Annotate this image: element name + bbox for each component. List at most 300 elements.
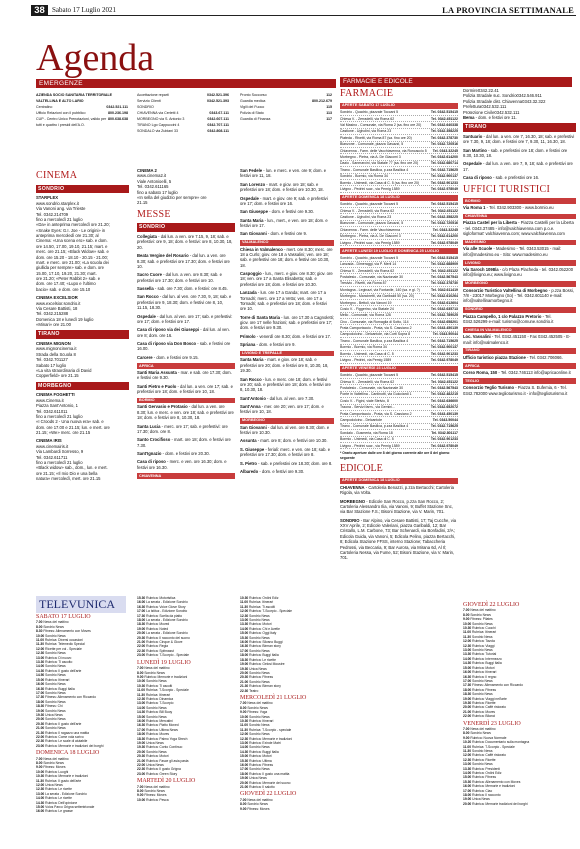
mass-entry-text: - dal lun. al ven. ore 8; dom. ore 16.: [137, 327, 230, 338]
tv-time: 13.30: [36, 660, 45, 665]
pharmacy-line: [340, 326, 458, 330]
mass-entry-name: San Fedele: [240, 168, 263, 173]
pharmacy-name: Morbegno - Pietra, via A. De Giacomi 3: [340, 234, 401, 239]
mass-entry-name: Beata Vergine del Rosario: [137, 253, 189, 259]
pharmacy-name: Traona - Servizi farm., via Gemini...: [340, 405, 395, 410]
pharmacy-phone: Tel. 0342.610264: [430, 294, 458, 299]
tv-time: 11.00: [240, 600, 249, 605]
tv-program: Rubrica: Scelta da piatto: [145, 613, 183, 618]
pharmacy-phone: Tel. 0343.32245: [432, 148, 458, 153]
tv-time: 11.30: [137, 692, 146, 697]
pharmacy-name: Castione - Ugholini, via Roma 23: [340, 214, 392, 219]
mass-entry: [240, 290, 334, 312]
tv-time: 21.00: [36, 726, 45, 731]
tv-program: Rubrica: Dinamica: [145, 696, 174, 701]
pharmacy-phone: Tel. 0342.612604: [430, 300, 458, 305]
page-number: 38: [31, 5, 48, 16]
tv-program: News del mattino: [469, 608, 496, 613]
tv-program: Sondrio News: [246, 802, 268, 807]
cinema-heading: CINEMA: [36, 170, 78, 181]
pharmacy-name: Piateda - Rivetti, via Roma 87 (sa. fino ore 20): [340, 135, 412, 140]
cinema-line: dom. ore 17.00 e 21.15; lun. e mert. ore: [36, 424, 110, 430]
tv-program: Rubrica: Memorie e tradizioni dei borghi: [44, 743, 104, 748]
hospital-row-label: TIRANO Lgo Cappuccini 4: [137, 123, 180, 127]
mass-entry-text: - sab. e festivi ore 16.00.: [137, 341, 231, 352]
tv-time: 11.30: [240, 604, 249, 609]
tv-program: Rubrica: Il gusto dell'arte: [44, 721, 82, 726]
tv-row: [137, 798, 233, 802]
tv-time: 11.30: [240, 727, 249, 732]
pharmacy-phone: Tel. 0342.978049: [430, 186, 458, 191]
pharmacy-line: [340, 345, 458, 349]
hospital-row-value: 0342.521.396: [207, 93, 229, 97]
pharmacy-name: Bianzone - Comunale, piazza Gavazzi, 5: [340, 142, 404, 147]
tv-program: Rubrica: Ultima: [248, 758, 272, 763]
pharmacy-line: [340, 431, 458, 435]
tv-time: 19.00: [240, 776, 249, 781]
pharmacy-phone: Tel. 0342.567543: [430, 274, 458, 279]
mass-entry-name: Santo Crocifisso: [137, 437, 171, 443]
tv-program: Rubrica: Pesca: [145, 797, 169, 802]
tv-program: Rubrica: Memorie e tradizioni: [143, 674, 188, 679]
tourist-office-name: Via Saroch 1098/a: [463, 267, 499, 273]
cinema-entry: [36, 392, 129, 435]
pharmacy-name: Tresivio - Rivetti, via Roma 87: [340, 281, 387, 286]
mass-entry: [463, 134, 576, 145]
tv-time: 10.30: [36, 774, 45, 779]
pharmacy-line: [340, 209, 458, 213]
tv-program: Rubrica: Regia: [145, 644, 168, 649]
tv-program: Fitness: Moves: [246, 806, 270, 811]
pharmacy-line: [340, 399, 458, 403]
pharmacy-line: [340, 352, 458, 356]
tourist-office-text: - c/o Plaza Placheda - tel. 0342.052200 info@livigno.eu; www.livigno.eu: [463, 267, 574, 278]
mass-entry: [240, 342, 334, 347]
tv-program: Rubrica: Intermezzo: [471, 656, 502, 661]
tv-program: Rubrica: Buggi Italia: [248, 653, 279, 658]
pharmacy-phone: Tel. 0342.378730: [430, 281, 458, 286]
mass-entry-text: - dom. e festivi ore 20.30.: [161, 451, 210, 457]
pharmacy-line: [340, 123, 458, 127]
emergency-row-label: CUP - Centro Unico Prenotazioni, valido per tutti e quattro i presidi dell'A.O.: [36, 117, 107, 127]
tv-program: Sondrio News: [42, 624, 64, 629]
tourist-office-text: - Tel. 0342.526299 e-mail: turismo@comune.sondrio.it: [463, 313, 554, 324]
mass-entry-text: - dom. e festivi ore 9.30.: [258, 468, 305, 474]
tv-row: [137, 653, 233, 657]
mass-entry-name: Bema: [463, 114, 475, 120]
tourist-office-name: Via Roma 1: [463, 205, 486, 211]
tv-program: Rubrica: Ciao: [471, 788, 493, 793]
tv-time: 16.00: [240, 640, 249, 645]
tv-program: Sondrio News: [44, 673, 66, 678]
tv-time: 8.00: [463, 612, 470, 617]
tv-time: 17.30: [36, 695, 45, 700]
hospital-row-value: 0342.521.393: [207, 99, 229, 103]
tourist-office-text: - Piazza Castelli per la Liberta - tel. 0343.37485 - info@valchiavenna.com p.o.e. sigloformat' valchiavenna.com; www.valchiavenna.com: [463, 220, 574, 237]
tourist-office-name: Piazza Castel per la Liberta: [463, 220, 517, 226]
tv-program: Rubrica: Tutorial: [471, 652, 497, 657]
pharmacy-phone: Tel. 0342.801117: [431, 430, 458, 435]
tv-time: 19.00: [36, 708, 45, 713]
mass-entry-text: - sab. ore 7.30; dom. e festivi: ore 8.45.: [153, 286, 228, 292]
mass-entry-name: Santi Gervasio e Protasio: [137, 404, 188, 410]
tv-program: Rubrica: Tavola: [471, 639, 495, 644]
tv-program: Sondrio News: [42, 761, 64, 765]
mass-entry-text: - dal lun. a ven. ore 7.15, 9, 18; sab. e prefestivi: ore 9, 18; dom. e festivi: ore 8, 10.30, 18, 20.: [137, 234, 233, 250]
tv-program: Rubrica: Ricette: [471, 700, 496, 705]
mass-entry: [240, 357, 334, 373]
tv-time: 7.00: [463, 608, 470, 613]
mass-entry-text: - lun., mert., e ven. ore 18; dom. e festivi ore 17.: [240, 217, 328, 228]
tv-time: 8.00: [36, 624, 43, 629]
tv-time: 15.00: [240, 631, 249, 636]
mass-entry-text: - sab. e prefestivi ore 18.30; dom. ore 8.: [257, 460, 333, 466]
tv-time: 22.30: [240, 688, 249, 693]
pharmacy-name: Mello - Comunale, via Roma 126: [340, 313, 391, 318]
cinema-line: Tel. 0342.701127: [36, 357, 68, 363]
pharmacy-line: [340, 215, 458, 219]
tv-time: 16.00: [36, 809, 45, 814]
mass-entry-name: Caspoggio: [240, 271, 262, 277]
cinema-line: «In sella del giudizio per sempre» ore: [137, 194, 207, 200]
tv-program: La serata - Edizione Sondrio: [145, 618, 188, 623]
pharmacy-phone: Tel. 0342.451122: [431, 268, 458, 273]
tv-time: 20.30: [36, 721, 45, 726]
tv-time: 14.30: [36, 668, 45, 673]
tv-time: 21.00: [137, 640, 146, 645]
pharmacy-line: [340, 161, 458, 165]
mass-entry-text: - dal lun. al ven. ore 7.30.: [265, 395, 315, 401]
tv-program: Rubrica: Cinque & Giove: [145, 640, 183, 645]
cinema-line: fino a sabato 17 luglio: [137, 189, 178, 195]
pharmacy-line: [340, 241, 458, 245]
tv-time: 19.30: [137, 745, 146, 750]
mass-entry-name: Sant'Antonio: [240, 395, 266, 401]
tv-time: 20.00: [137, 749, 146, 754]
uffici-column: [463, 88, 576, 598]
tv-time: 10.30: [137, 683, 146, 688]
cinema-line: 21.15: [137, 200, 148, 206]
mass-entry-text: - dal lun. a ven. ore 17; sab. e prefestivi ore 18; dom. e festivi ore 10, 18.: [137, 383, 233, 395]
tv-row: [36, 809, 132, 813]
tv-time: 7.00: [240, 797, 247, 802]
tv-program: News del mattino: [246, 701, 273, 706]
pharmacy-name: Campodolcino - Delcantole, via Corti Sopra 8: [340, 332, 411, 337]
hospital-row-value: 0342.607.111: [207, 117, 229, 121]
tv-time: 8.00: [137, 670, 144, 675]
mass-entry-name: Assunta: [240, 438, 257, 444]
tv-day: GIOVEDÌ 22 LUGLIO: [463, 602, 520, 608]
service-row-value: 112: [326, 93, 332, 97]
tv-time: 17.00: [137, 727, 146, 732]
tv-time: 18.30: [240, 657, 249, 662]
tv-time: 21.00: [137, 758, 146, 763]
tv-time: 10.00: [463, 621, 472, 626]
cinema-line: fino a mercoledì 21 luglio: [36, 216, 83, 222]
mass-entry: [463, 148, 576, 159]
pharmacy-line: [340, 380, 458, 384]
pharmacy-name: Livigno - Pedrini sucr., via Pemig 1589: [340, 443, 400, 448]
mass-entry-name: Chiesa in Valmalenco: [240, 246, 283, 252]
cinema-line: www.cinema2.it: [137, 173, 167, 179]
pharmacy-line: [340, 294, 458, 298]
tv-program: Rubrica: Le ricette: [44, 796, 72, 801]
pharmacy-phone: Tel. 0342.652072: [430, 405, 458, 410]
pharmacy-line: [340, 136, 458, 140]
tv-time: 11.30: [36, 778, 45, 783]
hospital-row-label: CHIAVENNA via Cerletti 4: [137, 111, 179, 115]
pharmacy-row: [340, 240, 458, 246]
cinema-line: fino a mercoledì 21 luglio: [36, 459, 83, 465]
cinema-name: CINEMA MIGNON: [36, 341, 71, 347]
pharmacy-name: Sondrio - Quadrio, piazzale Toccani 5: [340, 255, 399, 260]
pharmacy-name: Chiavenna - Farm. delle Vacchiavenna, via Roncaccio 5: [340, 148, 427, 153]
tv-program: Rubrica: Moved: [145, 622, 170, 627]
tv-program: Fitness: Allenamento con Moves: [42, 629, 91, 634]
tv-time: 22.30: [137, 648, 146, 653]
pharmacy-phone: Tel. 0342.614200: [430, 234, 458, 239]
tv-program: Rubrica: Moves: [145, 732, 170, 737]
tv-time: 13.30: [463, 652, 472, 657]
tv-time: 13.00: [463, 648, 472, 653]
tv-program: Rubrica: Ordini Ediz: [471, 771, 502, 776]
tv-time: 16.00: [36, 682, 45, 687]
pharmacy-name: Livigno - Pedrini, via Pemig 1589: [340, 358, 392, 363]
tv-time: 12.30: [463, 643, 472, 648]
mass-entry-text: - mar. e sab. ore 17.30; dom. e festivi ore 9.30.: [137, 370, 232, 381]
tv-time: 9.00: [240, 710, 247, 715]
tv-time: 9.00: [137, 793, 144, 798]
cinema-line: ore 21.20; «Peter Rabbit 2» sab. e: [36, 276, 101, 282]
tourist-office: [463, 205, 576, 210]
cinema-line: anteprima mercoledì ore 21.30; al: [36, 233, 99, 239]
tv-time: 23.00: [137, 771, 146, 776]
cinema-entry: [36, 341, 129, 379]
pharmacy-phone: Tel. 0342.358225: [430, 129, 458, 134]
pharmacy-name: Chiesa V. - Zerradelli, via Roma 62: [340, 208, 395, 213]
pharmacy-name: Tirano - Comunale Basilica, p.zza Basilica 4: [340, 338, 409, 343]
contact-row-value: 0342.532.111: [494, 109, 520, 115]
tv-program: Sondrio News: [471, 648, 493, 653]
tv-program: Rubrica: Allenamento con Moves: [471, 779, 521, 784]
pharmacy-line: [340, 202, 458, 206]
tv-program: La serata - Edizione Sondrio: [44, 791, 87, 796]
newsstand-entry-text: - Cartoleria Benazzi, p.zza Bertacchi; Cartoleria Rigola, via Volta.: [340, 484, 454, 496]
pharmacy-phone: Tel. 0343.450139: [430, 411, 458, 416]
mass-entry: [240, 396, 334, 401]
mass-entry-name: Sant'Anna: [240, 404, 261, 410]
tv-program: Sondrio News: [471, 678, 493, 683]
tv-program: Rubrica: Chi e Avetle: [248, 626, 280, 631]
tv-program: Rubrica: Documentario sulla montagna: [471, 740, 530, 745]
emergency-row-value: 800.236.198: [108, 111, 128, 115]
mass-entry-text: - lun. e merc. ore 18; dom. e festivi ore 20; sab. e prefestivi ore 18; dom. e festivi ore 8, 10.30, 18.: [240, 376, 331, 393]
tv-time: 22.00: [137, 644, 146, 649]
cinema-line: Tel. 0342.215288: [36, 311, 69, 317]
mass-entry: [137, 355, 235, 360]
tv-program: Rubrica: Motori: [145, 754, 169, 759]
pharmacy-name: Postalesio - Comunale, via Nazionale 30: [340, 274, 404, 279]
tv-program: Fitness: Yoga: [246, 710, 268, 715]
tv-time: 18.00: [463, 793, 472, 798]
mass-entry-name: Sacro Cuore: [137, 272, 162, 278]
tv-time: 22.00: [463, 714, 472, 719]
pharmacy-phone: Tel. 0342.515415: [430, 110, 458, 115]
hospital-row-value: 0343.67.111: [209, 111, 229, 115]
mass-entry-name: San Rocco: [137, 294, 159, 300]
tv-time: 19.00: [137, 626, 146, 631]
tv-time: 21.00: [463, 709, 472, 714]
tv-time: 10.00: [137, 797, 146, 802]
mass-entry: [240, 209, 334, 214]
tv-time: 8.00: [137, 789, 144, 794]
mass-entry-text: - dom. e festivi ore 9.: [255, 342, 296, 348]
service-row-label: Polizia di Stato: [240, 111, 264, 115]
hospital-row-label: SONDRIO: [137, 105, 154, 109]
pharmacy-phone: Tel. 0342.482215: [430, 392, 458, 397]
mass-entry: [137, 424, 235, 435]
cinema-line: ore 21.15; «Il mio Dio e una bella: [36, 470, 98, 476]
contact-row-value: 0342.546.911: [516, 93, 542, 99]
tv-program: Rubrica: Cuochi: [471, 626, 496, 631]
tv-program: Sondrio News: [248, 767, 270, 772]
pharmacy-phone: Tel. 0342.715625: [430, 424, 458, 429]
tv-time: 13.00: [137, 701, 146, 706]
pharmacy-phone: Tel. 0342.451122: [431, 379, 458, 384]
farm-bar-1: APERTE SABATO 17 LUGLIO: [340, 103, 458, 109]
pharmacy-line: [340, 373, 458, 377]
tv-program: Teatro: [248, 688, 259, 693]
mass-entry: [240, 461, 334, 466]
pharmacy-line: [340, 256, 458, 260]
tv-time: 16.30: [36, 686, 45, 691]
tv-time: 10.00: [36, 769, 45, 774]
cinema-line: Piazza Sant'Antonio, 1: [36, 403, 79, 409]
mass-entry: [137, 314, 235, 325]
tv-time: 21.00: [240, 679, 249, 684]
tv-time: 12.30: [36, 651, 45, 656]
mass-entry-name: Casa di riposo via dei Giuseppi: [137, 327, 200, 333]
tv-time: 14.00: [137, 705, 146, 710]
tv-program: Fitness: Chi: [44, 704, 63, 709]
tv-program: Rubrica: Mercatini: [145, 718, 173, 723]
valmalenco-bar: VALMALENCO: [240, 240, 334, 246]
emergency-row-label: Ufficio Relazioni con il pubblico: [36, 111, 86, 115]
tv-program: Sondrio News: [471, 762, 493, 767]
farm-bar-4: APERTE VENERDÌ 23 LUGLIO: [340, 366, 458, 372]
tv-program: Sondrio News: [143, 789, 165, 794]
hospital-row-label: MORBEGNO via S. Antonio 3: [137, 117, 185, 121]
service-row-value: 117: [326, 117, 332, 121]
tv-program: Sondrio News: [44, 699, 66, 704]
contact-row-label: Dormire: [463, 88, 478, 93]
pharmacy-line: [340, 117, 458, 121]
tv-program: Rubrica: Itinerari: [248, 718, 274, 723]
tv-time: 17.00: [36, 690, 45, 695]
tv-day: SABATO 17 LUGLIO: [36, 614, 91, 620]
pharmacy-name: Prata Camportaccio - Prata, via S. Cassiano 2: [340, 411, 412, 416]
mass-entry-text: - dal lun. al ven. ore 17; sab. e prefestivi: ore 17; dom. e festivi ore 17.: [137, 313, 233, 324]
cinema-line: 15.00, 17.10, 19.20, 21.30; mart.: [36, 270, 97, 276]
pharmacy-line: [340, 392, 458, 396]
mass-entry-text: - mert. ore 8.30; merc. ore 18 a Curlo; giov. ore 18 a Vassalini; ven. ore 18; sab. e prefestivi ore 18; dom. e festivi ore 10.30, 18.: [240, 246, 333, 268]
pharmacy-line: [340, 187, 458, 191]
mass-entry: [137, 404, 235, 420]
tv-program: La serata - Edizione Sondrio: [145, 631, 188, 636]
tv-time: 20.00: [240, 780, 249, 785]
tv-time: 20.00: [137, 631, 146, 636]
tourist-office-text: - Piazza S. Eufemia, 6 - Tel. 0342.782000 www.teglioturismo.it - info@teglioturismo.it: [463, 385, 568, 396]
pharmacy-phone: Tel. 0343.450139: [430, 326, 458, 331]
morbegno-messe-bar: MORBEGNO: [240, 418, 334, 424]
mass-entry-text: - dal lun. al ven. ore 7.30, 9, 18; sab. e prefestivi ore 9, 18.30; dom. e festivi ore 8, 10, 11.15, 18.30.: [137, 294, 232, 311]
tv-time: 10.20: [463, 740, 472, 745]
tv-program: Rubrica: Di nuovo: [44, 655, 72, 660]
tv-time: 17.00: [463, 788, 472, 793]
tv-program: Rubrica: Fitness: [471, 687, 497, 692]
cinema-line: «Minari» ore 21.00: [36, 322, 71, 328]
messe-sondrio-bar: SONDRIO: [137, 223, 235, 232]
tv-program: Sondrio News: [469, 612, 491, 617]
messe-heading: MESSE: [137, 208, 171, 220]
farm-bar-2: APERTE DOMENICA 18 LUGLIO: [340, 195, 458, 201]
pharmacy-name: Sondalo - Gusmeria, via Roma 18: [340, 430, 393, 435]
pharmacy-phone: Tel. 0342.515415: [430, 202, 458, 207]
tv-time: 14.00: [240, 626, 249, 631]
mass-entry: [137, 286, 235, 291]
hospital-row-value: 0342.707.111: [207, 123, 229, 127]
tv-program: Rubrica: Fitness: [248, 763, 274, 768]
tv-day: DOMENICA 18 LUGLIO: [36, 750, 100, 757]
tv-time: 14.30: [137, 710, 146, 715]
cinema-line: Viale Antonioelli, 5: [137, 178, 172, 184]
messe-chiavenna-bar: CHIAVENNA: [137, 473, 235, 479]
pharmacy-line: [340, 262, 458, 266]
uffici-heading: UFFICI TURISTICI: [463, 183, 551, 195]
pharmacy-name: Livigno - Pedrini sucr., via Pemig 1589: [340, 240, 400, 245]
tv-time: 16.30: [137, 604, 146, 609]
newsstand-entry-text: - Edicole San Rocco, p.zza San Rocco, 2; Cartoleria Alessandro Ilia, via Vanoni, 9; Buffet Stazione Snc, via Bar Stazione F.S.; Bisoni Stazione, via V. Marin, 701.: [340, 498, 453, 515]
pharmacy-phone: Tel. 0342.720516: [430, 221, 458, 226]
pharmacy-name: Lanzada - Dimeraggi, via P. Merli 14: [340, 262, 397, 267]
tv-time: 15.30: [137, 596, 146, 600]
pharmacy-name: Cosio V. - Figini, viale Stelvio, 8: [340, 398, 389, 403]
pharmacy-phone: Tel. 0342.901233: [430, 437, 458, 442]
tv-time: 14.30: [240, 749, 249, 754]
tv-program: Sondrio News: [248, 732, 270, 737]
mass-entry-name: San Giovanni: [240, 424, 267, 430]
tv-program: Rubrica: Il ragazzo una mattia: [44, 730, 89, 735]
pharmacy-line: [340, 405, 458, 409]
pharmacy-name: Bormio - Unimedi, via Casa di C. 5: [340, 351, 394, 356]
cinema-line: Tel. 0342.611711: [36, 454, 68, 460]
u-morbegno-bar: MORBEGNO: [463, 281, 576, 287]
tv-program: Rubrica: Ultima News: [145, 727, 178, 732]
mass-entry: [240, 447, 334, 458]
mass-entry: [137, 459, 235, 470]
tv-program: Rubrica: Dell'opinione: [44, 800, 78, 805]
newsstand-entry: [340, 485, 458, 496]
mass-entry-name: S. Pietro: [240, 460, 257, 466]
tv-row: [36, 744, 132, 748]
tv-program: Rubrica: Oggi Italy: [248, 631, 277, 636]
pharmacy-name: Castione - Ugholini, via Roma 23: [340, 129, 392, 134]
tv-time: 18.00: [240, 653, 249, 658]
mass-entry-text: - dal lun. a ven. ore 8.30; lun. e merc. e ven. ore 18; sab. e prefestivi ore 18; dom. e festivi ore 8, 10.30, 18.: [137, 404, 234, 421]
tv-program: Rubrica: Birman story: [248, 644, 281, 649]
tv-program: Rubrica: Le grasse: [44, 809, 73, 814]
tv-program: Fitness: Moves: [143, 793, 167, 798]
